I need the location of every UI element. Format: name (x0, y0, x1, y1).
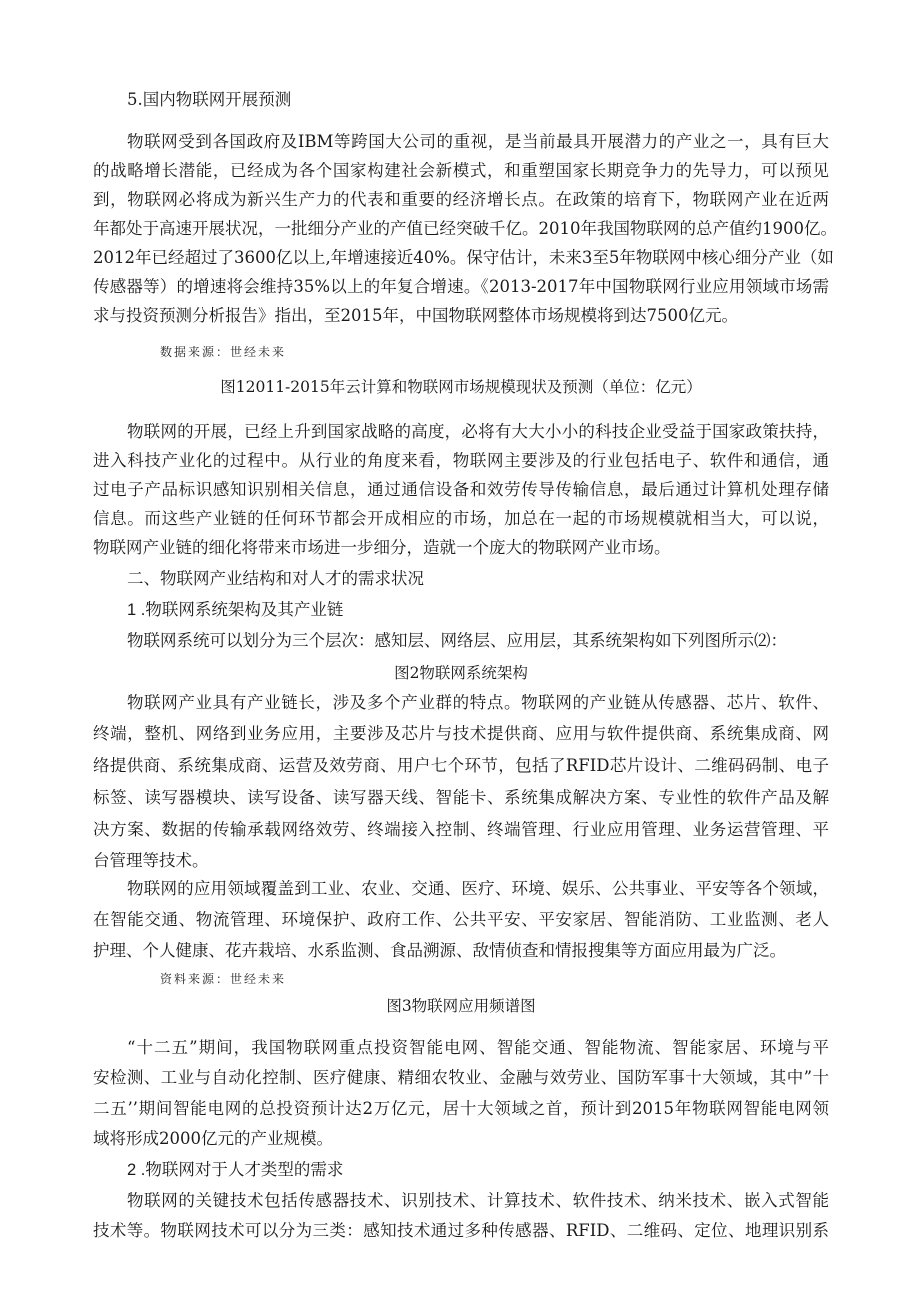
paragraph-2-line: 进入科技产业化的过程中。从行业的角度来看，物联网主要涉及的行业包括电子、软件和通信，通 (93, 451, 829, 470)
paragraph-1-line: 的战略增长潜能，已经成为各个国家构建社会新模式，和重塑国家长期竞争力的先导力，可以预见 (93, 161, 829, 180)
paragraph-3: 物联网系统可以划分为三个层次：感知层、网络层、应用层，其系统架构如下列图所示⑵： (127, 631, 787, 650)
paragraph-2-line: 信息。而这些产业链的任何环节都会开成相应的市场，加总在一起的市场规模就相当大，可以说， (93, 509, 829, 528)
paragraph-7-line: 技术等。物联网技术可以分为三类：感知技术通过多种传感器、RFID、二维码、定位、地理识别系 (93, 1221, 829, 1240)
paragraph-6-line: 域将形成2000亿元的产业规模。 (93, 1129, 333, 1148)
paragraph-4-line: 物联网产业具有产业链长，涉及多个产业群的特点。物联网的产业链从传感器、芯片、软件、 (127, 693, 829, 712)
paragraph-1-line: 传感器等）的增速将会维持35%以上的年复合增速。《2013-2017年中国物联网行业应用领域市场需 (93, 277, 829, 296)
paragraph-2-line: 物联网产业链的细化将带来市场进一步细分，造就一个庞大的物联网产业市场。 (93, 538, 671, 557)
paragraph-2-line: 物联网的开展，已经上升到国家战略的高度，必将有大大小小的科技企业受益于国家政策扶持， (127, 422, 829, 441)
paragraph-1-line: 2012年已经超过了3600亿以上,年增速接近40%。保守估计，未来3至5年物联网中核心细分产业（如 (93, 248, 834, 267)
paragraph-1-line: 到，物联网必将成为新兴生产力的代表和重要的经济增长点。在政策的培育下，物联网产业在近两 (93, 190, 829, 209)
section-5-heading: 5.国内物联网开展预测 (127, 90, 292, 109)
paragraph-4-line: 决方案、数据的传输承载网络效劳、终端接入控制、终端管理、行业应用管理、业务运营管理、平 (93, 820, 829, 839)
paragraph-5-line: 在智能交通、物流管理、环境保护、政府工作、公共平安、平安家居、智能消防、工业监测、老人 (93, 910, 829, 929)
subsection-2-heading: 2 .物联网对于人才类型的需求 (127, 1161, 344, 1179)
paragraph-4-line: 终端，整机、网络到业务应用，主要涉及芯片与技术提供商、应用与软件提供商、系统集成商、网 (93, 724, 829, 743)
paragraph-4-line: 络提供商、系统集成商、运营及效劳商、用户七个环节，包括了RFID芯片设计、二维码码制、电子 (93, 756, 829, 775)
section-2-heading: 二、物联网产业结构和对人才的需求状况 (127, 569, 424, 588)
data-source-note: 资料来源：世经未来 (160, 972, 287, 986)
paragraph-6-line: 二五’’期间智能电网的总投资预计达2万亿元，居十大领域之首，预计到2015年物联网智能电网领 (93, 1099, 829, 1118)
figure-3-caption: 图3物联网应用频谱图 (386, 997, 536, 1015)
data-source-note: 数据来源：世经未来 (160, 345, 287, 359)
paragraph-1-line: 物联网受到各国政府及IBM等跨国大公司的重视，是当前最具开展潜力的产业之一，具有巨大 (127, 132, 829, 151)
paragraph-4-line: 台管理等技术。 (93, 851, 209, 870)
paragraph-6-line: 安检测、工业与自动化控制、医疗健康、精细农牧业、金融与效劳业、国防军事十大领域，其中”十 (93, 1068, 829, 1087)
paragraph-1-line: 求与投资预测分析报告》指出，至2015年，中国物联网整体市场规模将到达7500亿元。 (93, 306, 738, 325)
figure-1-caption: 图12011-2015年云计算和物联网市场规模现状及预测（单位：亿元） (220, 378, 702, 396)
paragraph-5-line: 护理、个人健康、花卉栽培、水系监测、食品溯源、敌情侦查和情报搜集等方面应用最为广泛。 (93, 941, 786, 960)
paragraph-2-line: 过电子产品标识感知识别相关信息，通过通信设备和效劳传导传输信息，最后通过计算机处理存储 (93, 480, 829, 499)
subsection-1-heading: 1 .物联网系统架构及其产业链 (127, 601, 344, 619)
paragraph-4-line: 标签、读写器模块、读写设备、读写器天线、智能卡、系统集成解决方案、专业性的软件产品及解 (93, 788, 829, 807)
paragraph-5-line: 物联网的应用领域覆盖到工业、农业、交通、医疗、环境、娱乐、公共事业、平安等各个领域， (127, 879, 829, 898)
paragraph-6-line: “十二五”期间，我国物联网重点投资智能电网、智能交通、智能物流、智能家居、环境与平 (127, 1038, 829, 1057)
paragraph-7-line: 物联网的关键技术包括传感器技术、识别技术、计算技术、软件技术、纳米技术、嵌入式智能 (127, 1191, 829, 1210)
paragraph-1-line: 年都处于高速开展状况，一批细分产业的产值已经突破千亿。2010年我国物联网的总产值约1900亿。 (93, 219, 837, 238)
figure-2-caption: 图2物联网系统架构 (394, 664, 528, 682)
